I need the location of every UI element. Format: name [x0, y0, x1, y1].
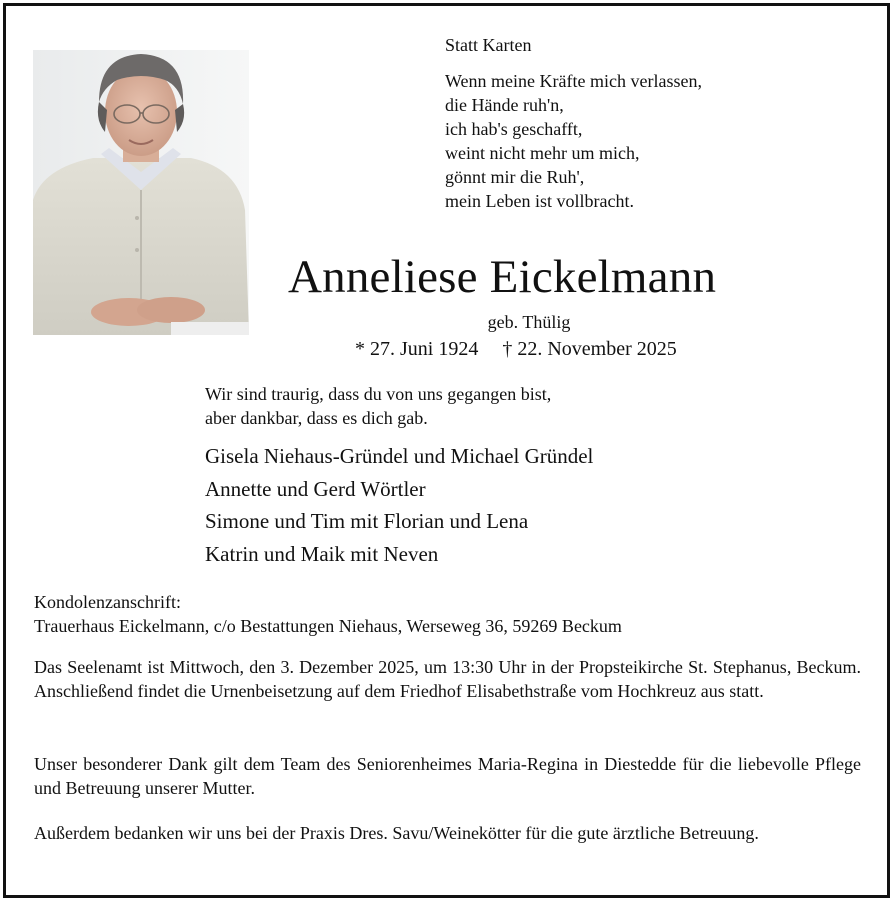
statt-karten-label: Statt Karten — [445, 35, 532, 55]
life-dates — [355, 338, 677, 361]
mourner: Katrin und Maik mit Neven — [205, 541, 439, 566]
sorrow-line: aber dankbar, dass es dich gab. — [205, 408, 428, 428]
birth-name: geb. Thülig — [487, 312, 571, 332]
seelenamt-paragraph: Das Seelenamt ist Mittwoch, den 3. Dezember 2025, um 13:30 Uhr in der Propsteikirche St. Stephanus, Beckum. Anschließend findet die Urnenbeisetzung auf dem Friedhof Elisabethstraße vom Hochkreuz aus statt. — [34, 657, 861, 701]
poem-line: Wenn meine Kräfte mich verlassen, — [445, 71, 702, 91]
poem-line: die Hände ruh'n, — [445, 95, 564, 115]
death-date: † 22. November 2025 — [502, 338, 677, 360]
mourner: Annette und Gerd Wörtler — [205, 476, 426, 501]
poem-line: gönnt mir die Ruh', — [445, 167, 585, 187]
poem-line: ich hab's geschafft, — [445, 119, 583, 139]
poem — [445, 69, 702, 213]
birth-date: * 27. Juni 1924 — [355, 338, 479, 360]
thanks-paragraph: Unser besonderer Dank gilt dem Team des Seniorenheimes Maria-Regina in Diestedde für die liebevolle Pflege und Betreuung unserer Mutter. — [34, 754, 861, 798]
deceased-name: Anneliese Eickelmann — [288, 251, 717, 303]
sorrow-text — [205, 382, 551, 430]
condolence-label: Kondolenzanschrift: — [34, 592, 181, 612]
mourner: Simone und Tim mit Florian und Lena — [205, 509, 529, 533]
condolence-address-line: Trauerhaus Eickelmann, c/o Bestattungen Niehaus, Werseweg 36, 59269 Beckum — [34, 616, 622, 636]
poem-line: weint nicht mehr um mich, — [445, 143, 640, 163]
mourners-list — [205, 440, 593, 570]
sorrow-line: Wir sind traurig, dass du von uns gegangen bist, — [205, 384, 552, 404]
portrait-photo — [33, 50, 249, 335]
condolence-address — [34, 590, 861, 638]
additional-thanks-paragraph: Außerdem bedanken wir uns bei der Praxis Dres. Savu/Weinekötter für die gute ärztliche Betreuung. — [34, 823, 759, 843]
poem-line: mein Leben ist vollbracht. — [445, 191, 634, 211]
mourner: Gisela Niehaus-Gründel und Michael Gründel — [205, 444, 594, 468]
